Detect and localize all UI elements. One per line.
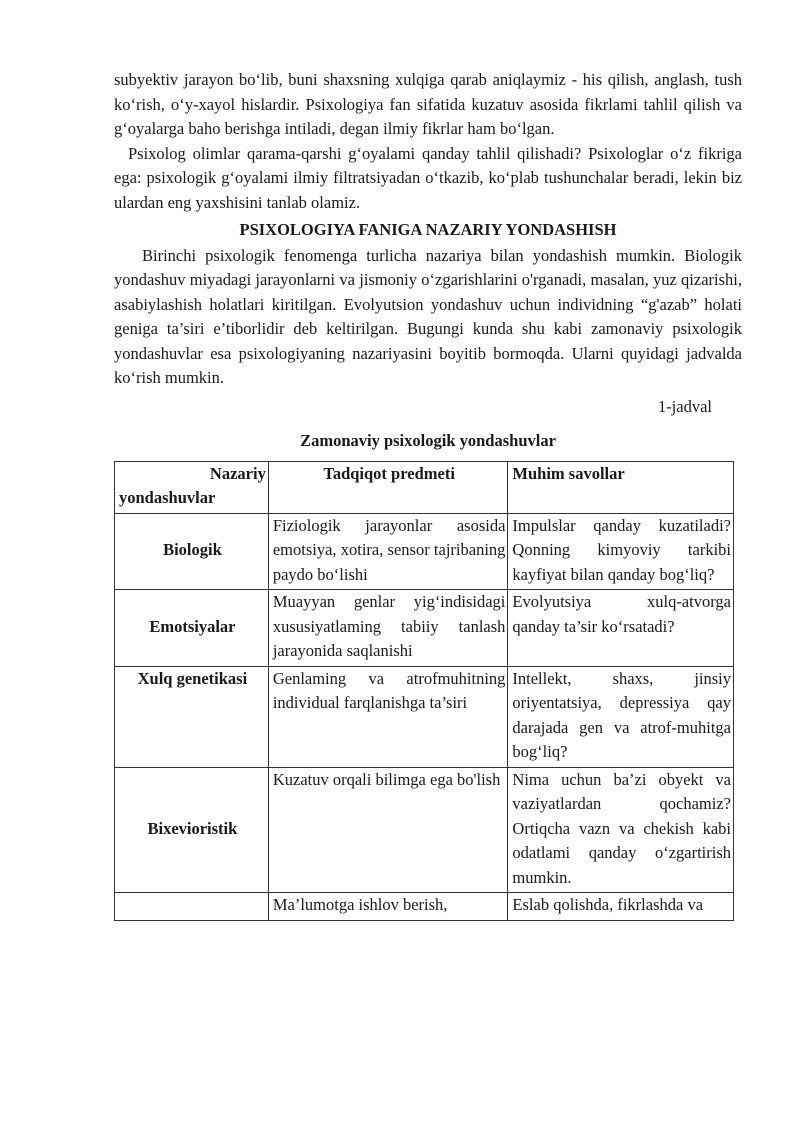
section-heading: PSIXOLOGIYA FANIGA NAZARIY YONDASHISH <box>239 220 617 239</box>
table-number: 1-jadval <box>657 396 712 416</box>
approaches-table <box>114 461 734 921</box>
cell-subject: Muayyan genlar yig‘indisidagi xususiyatlaming tabiiy tanlash jarayonida saqlanishi <box>268 590 508 667</box>
paragraph-2: Psixolog olimlar qarama-qarshi g‘oyalami qanday tahlil qilishadi? Psixologlar o‘z fikriga ega: psixologik g‘oyalami ilmiy filtratsiyadan o‘tkazib, ko‘plab tushunchalar beradi, lekin biz ulardan eng yaxshisini tanlab olamiz. <box>114 143 742 212</box>
header-approaches <box>115 461 269 513</box>
cell-questions: Eslab qolishda, fikrlashda va <box>508 893 734 921</box>
cell-subject: Kuzatuv orqali bilimga ega bo'lish <box>268 767 508 893</box>
cell-questions: Intellekt, shaxs, jinsiy oriyentatsiya, depressiya qay darajada gen va atrof-muhitga bog‘liq? <box>508 666 734 767</box>
cell-questions: Evolyutsiya xulq-atvorga qanday ta’sir ko‘rsatadi? <box>508 590 734 667</box>
cell-approach: Emotsiyalar <box>115 590 269 667</box>
header-approaches-line1: Nazariy <box>209 463 266 483</box>
table-row <box>115 767 734 893</box>
cell-approach: Biologik <box>115 513 269 590</box>
table-row <box>115 513 734 590</box>
table-row <box>115 893 734 921</box>
cell-approach: Bixevioristik <box>115 767 269 893</box>
table-row <box>115 666 734 767</box>
table-header-row <box>115 461 734 513</box>
cell-subject: Fiziologik jarayonlar asosida emotsiya, xotira, sensor tajribaning paydo bo‘lishi <box>268 513 508 590</box>
cell-approach: Xulq genetikasi <box>115 666 269 767</box>
cell-subject: Genlaming va atrofmuhitning individual farqlanishga ta’siri <box>268 666 508 767</box>
header-subject: Tadqiqot predmeti <box>268 461 508 513</box>
cell-questions: Impulslar qanday kuzatiladi? Qonning kimyoviy tarkibi kayfiyat bilan qanday bog‘liq? <box>508 513 734 590</box>
cell-questions: Nima uchun ba’zi obyekt va vaziyatlardan qochamiz? Ortiqcha vazn va chekish kabi odatlami qanday o‘zgartirish mumkin. <box>508 767 734 893</box>
cell-approach <box>115 893 269 921</box>
header-approaches-line2: yondashuvlar <box>119 488 216 507</box>
table-title: Zamonaviy psixologik yondashuvlar <box>300 431 556 450</box>
paragraph-1: subyektiv jarayon bo‘lib, buni shaxsning xulqiga qarab aniqlaymiz - his qilish, anglash, tush ko‘rish, o‘y-xayol hislardir. Psixologiya fan sifatida kuzatuv asosida fikrlami tahlil qilish va g‘oyalarga baho berishga intiladi, degan ilmiy fikrlar ham bo‘lgan. <box>114 70 742 138</box>
paragraph-3: Birinchi psixologik fenomenga turlicha nazariya bilan yondashish mumkin. Biologik yondashuv miyadagi jarayonlarni va jismoniy o‘zgarishlarini o'rganadi, masalan, yuz qizarishi, asabiylashish holatlari kiritilgan. Evolyutsion yondashuv uchun individning “g'azab” holati geniga ta’siri e’tiborlidir deb keltirilgan. Bugungi kunda shu kabi zamonaviy psixologik yondashuvlar esa psixologiyaning nazariyasini boyitib bormoqda. Ularni quyidagi jadvalda ko‘rish mumkin. <box>114 245 742 387</box>
cell-subject: Ma’lumotga ishlov berish, <box>268 893 508 921</box>
header-questions: Muhim savollar <box>508 461 734 513</box>
table-row <box>115 590 734 667</box>
document-page <box>114 68 742 921</box>
